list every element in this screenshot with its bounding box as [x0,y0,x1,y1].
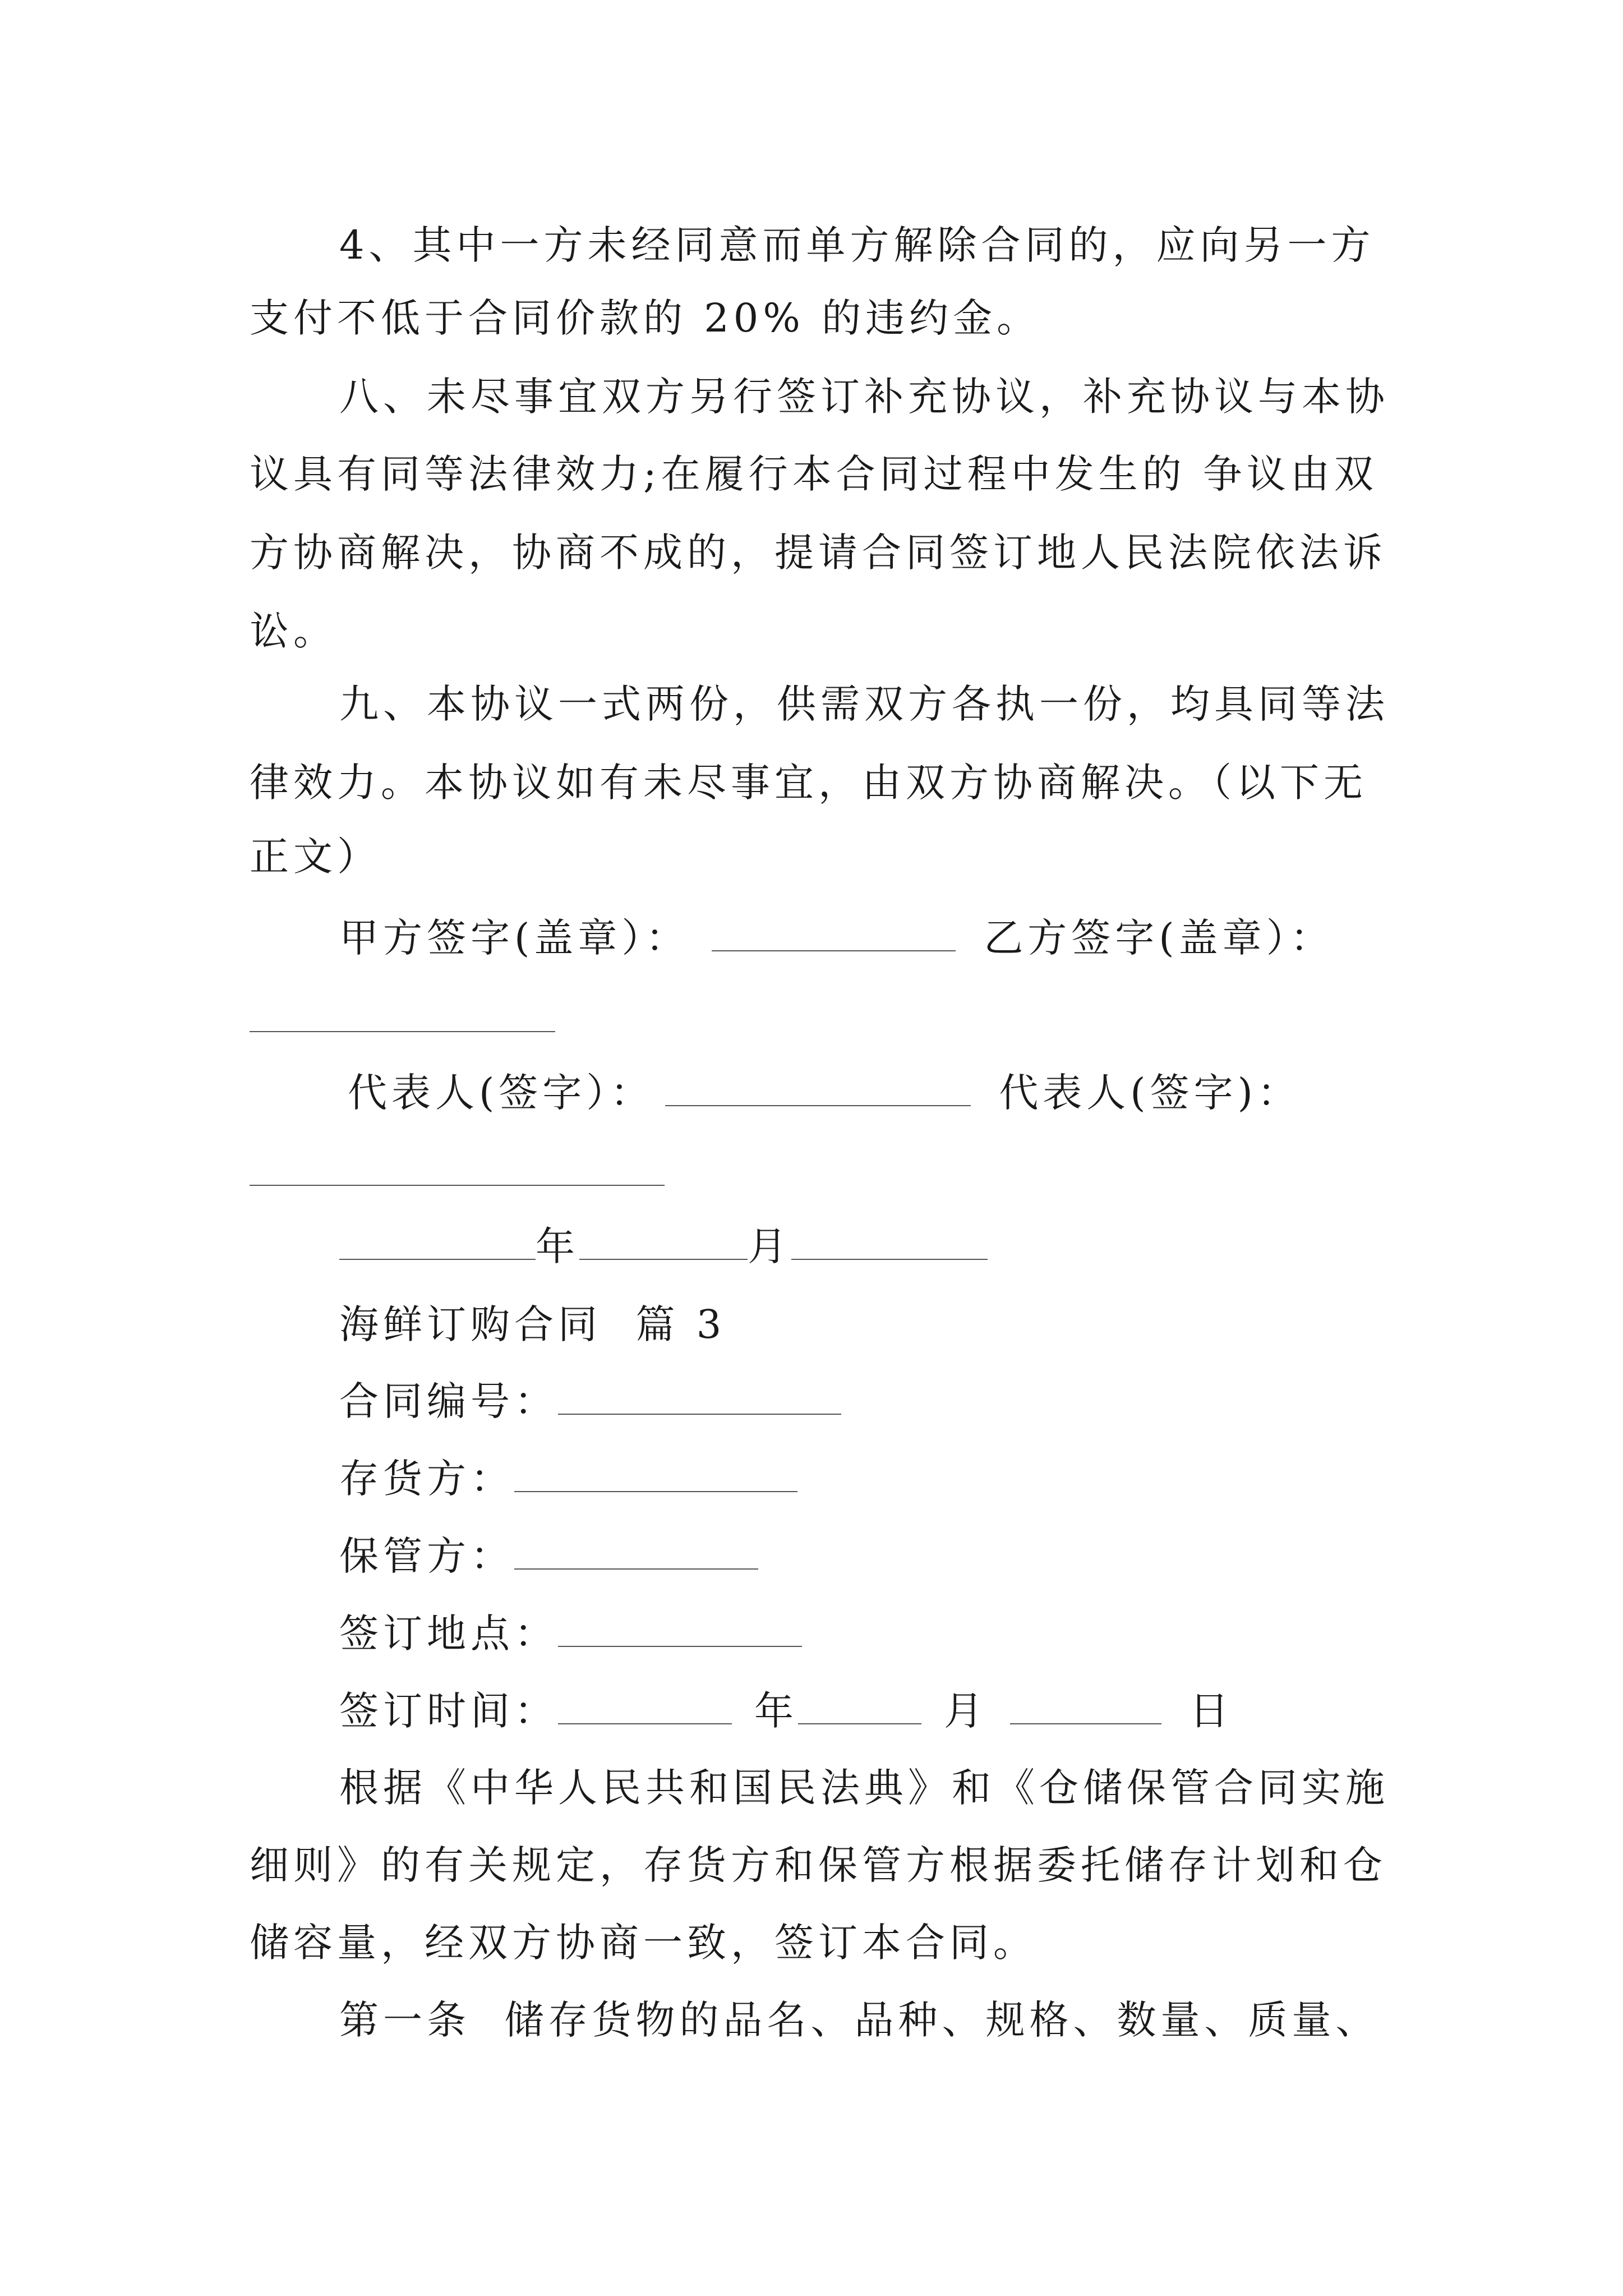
date-month-blank [579,1226,748,1260]
contract-number-row [339,1378,841,1424]
signing-year-label: 年 [754,1688,798,1734]
party-a-signature-blank [712,918,956,951]
depositor-row [339,1456,797,1502]
clause9-line2: 律效力。本协议如有未尽事宜，由双方协商解决。（以下无 [250,760,1367,806]
preamble-line1: 根据《中华人民共和国民法典》和《仓储保管合同实施 [339,1765,1389,1811]
rep-a-label: 代表人(签字）： [348,1070,654,1116]
signing-time-label: 签订时间： [339,1688,558,1734]
preamble-line3: 储容量，经双方协商一致，签订本合同。 [250,1920,1037,1966]
date-year-label: 年 [536,1223,579,1269]
preamble-line2: 细则》的有关规定，存货方和保管方根据委托储存计划和仓 [250,1842,1387,1888]
depositor-blank [514,1458,797,1492]
custodian-blank [514,1536,758,1570]
item4-line1: 4、其中一方未经同意而单方解除合同的，应向另一方 [339,222,1375,268]
party-b-label: 乙方签字(盖章）： [984,915,1334,961]
clause8-line1: 八、未尽事宜双方另行签订补充协议，补充协议与本协 [339,374,1389,420]
date-row [339,1223,988,1269]
date-month-label: 月 [748,1223,791,1269]
clause9-line1: 九、本协议一式两份，供需双方各执一份，均具同等法 [339,681,1389,727]
date-year-blank [339,1226,536,1260]
signing-year-blank [558,1691,732,1724]
clause9-line3: 正文） [250,834,381,880]
clause8-line3: 方协商解决，协商不成的，提请合同签订地人民法院依法诉 [250,530,1387,576]
signing-day-label: 日 [1189,1688,1233,1734]
depositor-label: 存货方： [339,1456,514,1502]
article1-line1: 第一条 储存货物的品名、品种、规格、数量、质量、 [339,1997,1380,2043]
contract-number-label: 合同编号： [339,1378,558,1424]
signing-month-blank [798,1691,921,1724]
signing-time-row [339,1688,1233,1734]
party-a-label: 甲方签字(盖章）： [339,915,690,961]
signing-month-label: 月 [944,1688,988,1734]
custodian-row [339,1533,758,1579]
signing-place-label: 签订地点： [339,1611,558,1657]
item4-line2: 支付不低于合同价款的 20% 的违约金。 [250,295,1041,341]
signing-place-row [339,1611,802,1657]
clause8-line4: 讼。 [250,608,337,654]
date-day-blank [791,1226,988,1260]
contract-number-blank [558,1381,841,1415]
party-a-signature-row [339,915,1334,961]
rep-b-label: 代表人(签字)： [999,1070,1301,1116]
clause8-line2: 议具有同等法律效力;在履行本合同过程中发生的 争议由双 [250,451,1378,497]
party-b-signature-blank [250,1031,555,1032]
custodian-label: 保管方： [339,1533,514,1579]
representative-signature-row [348,1070,1301,1116]
contract3-title: 海鲜订购合同 篇 3 [339,1301,726,1347]
rep-a-signature-blank [665,1073,971,1106]
signing-place-blank [558,1613,802,1647]
signing-day-blank [1010,1691,1161,1724]
rep-b-signature-blank [250,1185,665,1186]
